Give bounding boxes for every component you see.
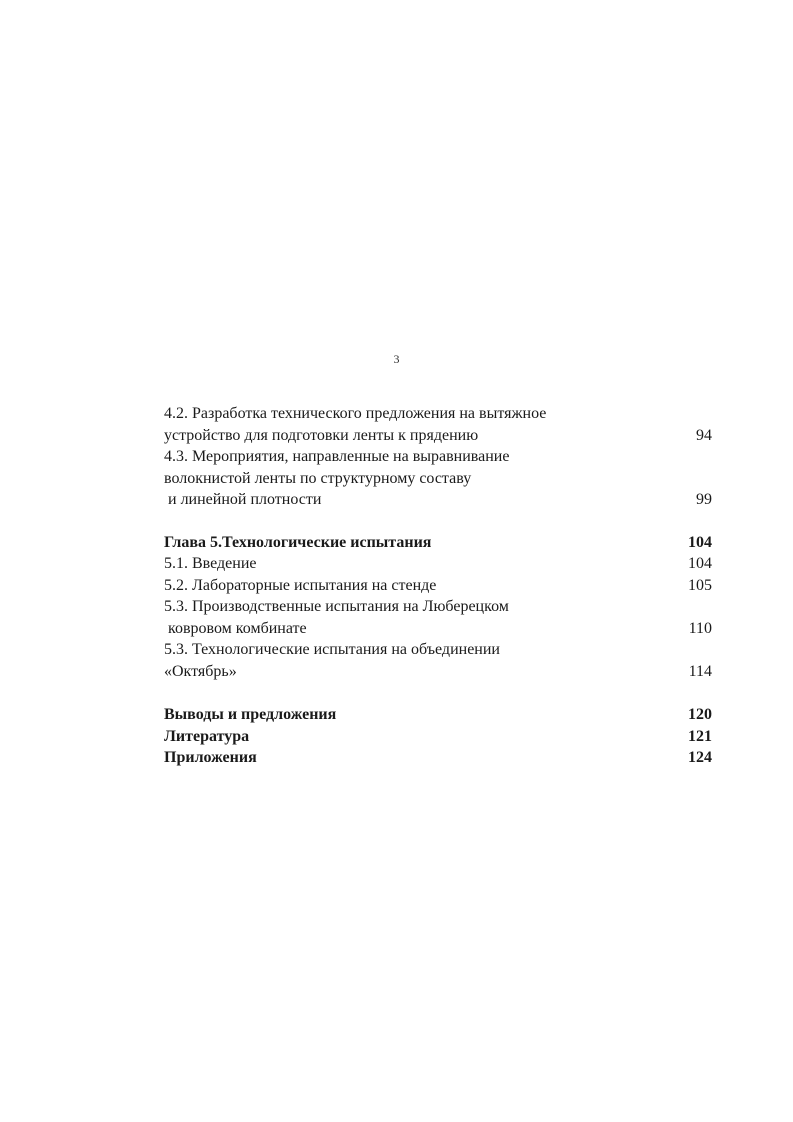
toc-entry-page: 121 [688,727,712,745]
toc-entry-text: устройство для подготовки ленты к прядению [164,426,479,444]
toc-chapter-5 [164,532,712,554]
toc-entry-5-3b-line2 [164,661,712,683]
toc-entry-text: Выводы и предложения [164,706,337,723]
toc-entry-5-3a-line2 [164,618,712,640]
toc-entry-5-2 [164,575,712,597]
toc-entry-page: 104 [688,533,712,551]
toc-entry-4-2-line2 [164,425,712,447]
toc-entry-text: 5.3. Производственные испытания на Люберецком [164,598,509,615]
toc-entry-4-3-line3 [164,489,712,511]
toc-appendices [164,747,712,769]
toc-entry-text: Литература [164,727,250,745]
toc-literature [164,726,712,748]
toc-entry-text: Глава 5.Технологические испытания [164,533,432,551]
section-gap [164,511,712,532]
toc-entry-text: Приложения [164,749,257,766]
toc-entry-4-3-line1 [164,446,712,468]
toc-entry-text: волокнистой ленты по структурному составу [164,469,472,487]
toc-entry-text: 5.3. Технологические испытания на объединении [164,641,500,658]
toc-conclusions [164,704,712,726]
table-of-contents [164,403,712,769]
toc-entry-page: 114 [688,662,712,680]
toc-entry-text: ковровом комбинате [168,619,307,637]
toc-entry-page: 99 [696,491,712,508]
toc-entry-text: «Октябрь» [164,662,237,680]
toc-entry-5-3a-line1 [164,596,712,618]
toc-entry-4-2-line1 [164,403,712,425]
toc-entry-text: 5.1. Введение [164,555,257,572]
toc-entry-page: 105 [688,576,712,594]
toc-entry-page: 104 [688,555,712,572]
toc-entry-text: и линейной плотности [168,491,322,508]
toc-entry-text: 5.2. Лабораторные испытания на стенде [164,576,437,594]
toc-entry-page: 120 [688,706,712,723]
page-number: 3 [393,352,400,366]
toc-entry-page: 110 [688,619,712,637]
toc-entry-page: 124 [688,749,712,766]
toc-entry-5-1 [164,553,712,575]
toc-entry-4-3-line2 [164,468,712,490]
section-gap [164,682,712,704]
toc-entry-page: 94 [696,426,712,444]
toc-entry-text: 4.2. Разработка технического предложения на вытяжное [164,405,547,422]
toc-entry-text: 4.3. Мероприятия, направленные на выравнивание [164,448,510,465]
toc-entry-5-3b-line1 [164,639,712,661]
